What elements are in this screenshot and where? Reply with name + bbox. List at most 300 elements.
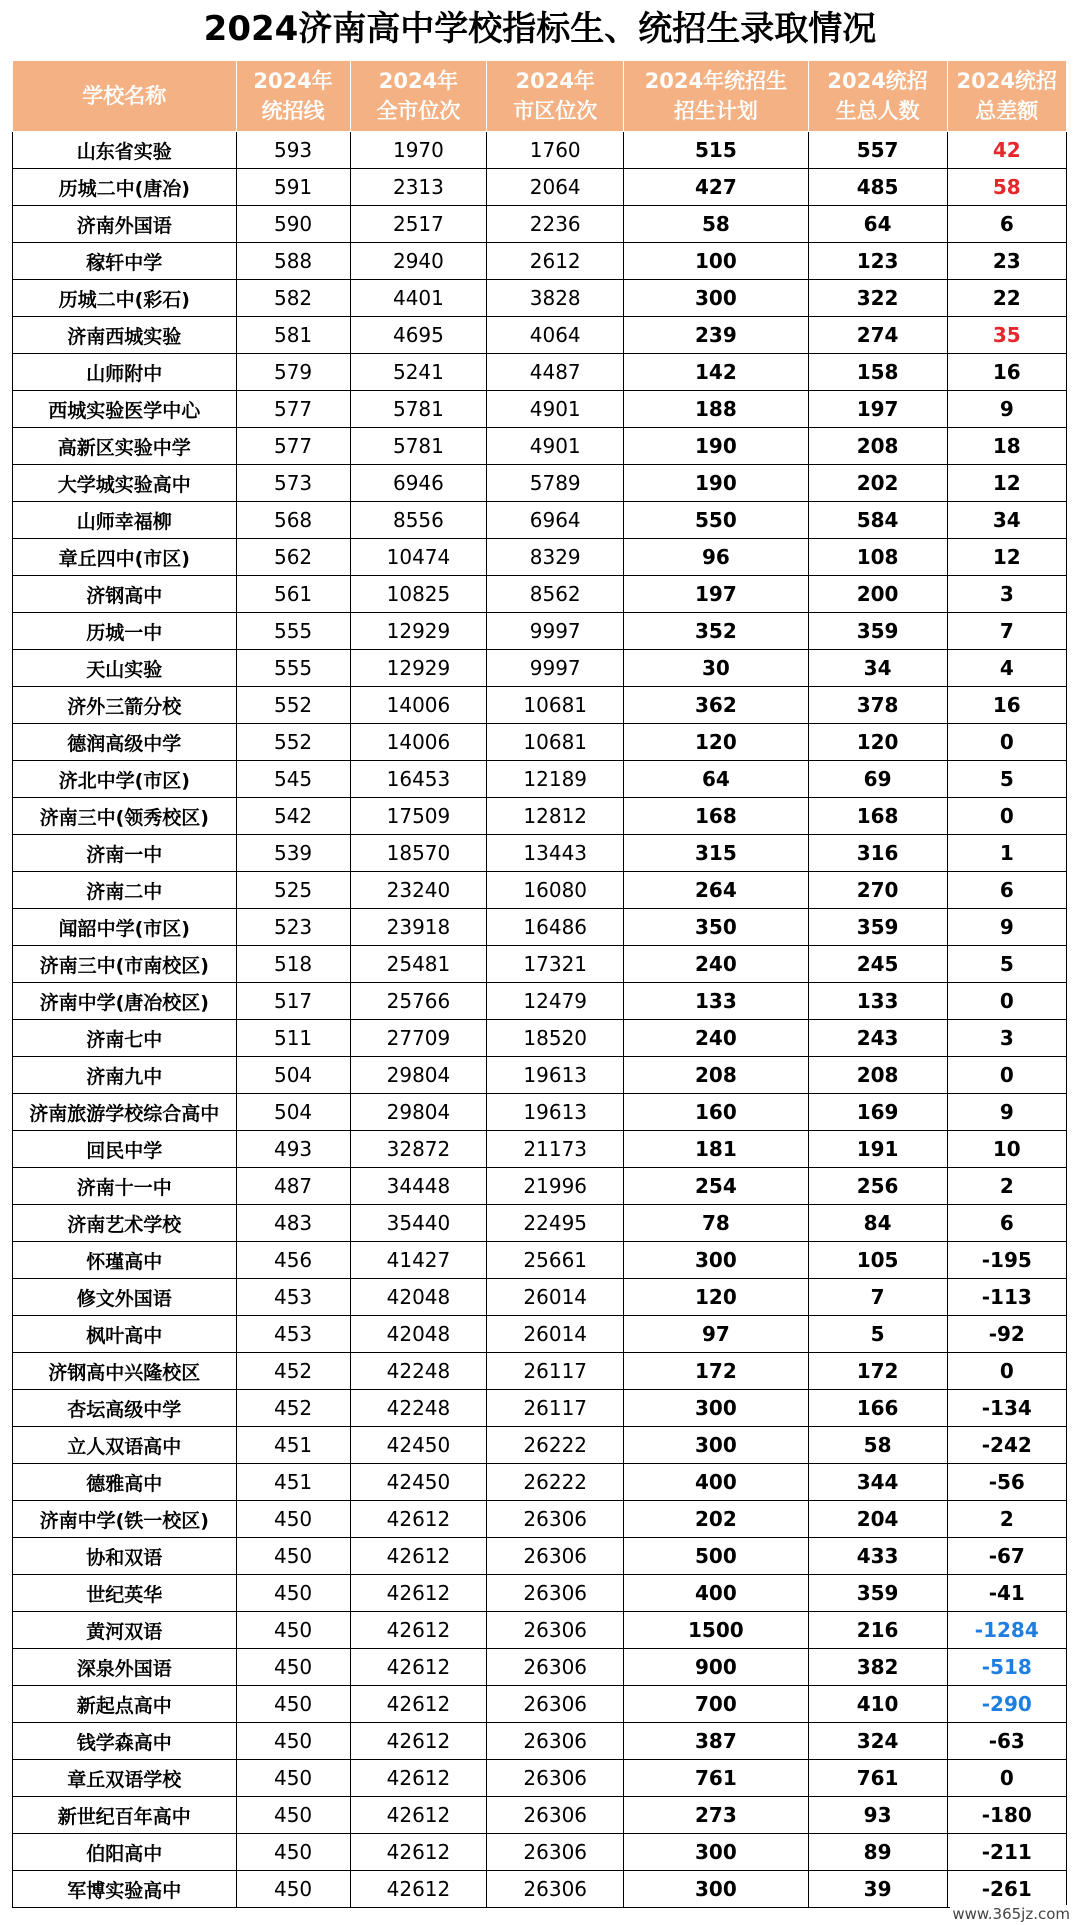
enroll-plan-cell: 315	[624, 835, 809, 872]
district-rank-cell: 26306	[487, 1575, 624, 1612]
total-diff-cell: 1	[947, 835, 1066, 872]
cutoff-score-cell: 450	[236, 1686, 350, 1723]
total-enrolled-cell: 410	[808, 1686, 947, 1723]
enroll-plan-cell: 273	[624, 1797, 809, 1834]
total-enrolled-cell: 123	[808, 243, 947, 280]
total-diff-cell: -134	[947, 1390, 1066, 1427]
total-diff-cell: 23	[947, 243, 1066, 280]
header-text: 市区位次	[513, 99, 598, 123]
school-name-cell: 济钢高中兴隆校区	[13, 1353, 237, 1390]
table-row	[13, 1501, 1067, 1538]
enroll-plan-cell: 500	[624, 1538, 809, 1575]
enroll-plan-cell: 133	[624, 983, 809, 1020]
table-row	[13, 1242, 1067, 1279]
total-diff-cell: 6	[947, 206, 1066, 243]
school-name-cell: 稼轩中学	[13, 243, 237, 280]
cutoff-score-cell: 588	[236, 243, 350, 280]
city-rank-cell: 5781	[350, 428, 487, 465]
cutoff-score-cell: 577	[236, 391, 350, 428]
table-row	[13, 169, 1067, 206]
table-row	[13, 1575, 1067, 1612]
header-text: 统招线	[261, 99, 325, 123]
district-rank-cell: 26014	[487, 1279, 624, 1316]
city-rank-cell: 4695	[350, 317, 487, 354]
enroll-plan-cell: 58	[624, 206, 809, 243]
city-rank-cell: 42248	[350, 1390, 487, 1427]
table-row	[13, 872, 1067, 909]
city-rank-cell: 34448	[350, 1168, 487, 1205]
enroll-plan-cell: 190	[624, 465, 809, 502]
city-rank-cell: 12929	[350, 613, 487, 650]
total-diff-cell: 6	[947, 1205, 1066, 1242]
school-name-cell: 济南西城实验	[13, 317, 237, 354]
cutoff-score-cell: 452	[236, 1390, 350, 1427]
table-row	[13, 1020, 1067, 1057]
city-rank-cell: 6946	[350, 465, 487, 502]
cutoff-score-cell: 552	[236, 687, 350, 724]
table-row	[13, 1834, 1067, 1871]
school-name-cell: 济南七中	[13, 1020, 237, 1057]
enroll-plan-cell: 100	[624, 243, 809, 280]
cutoff-score-cell: 450	[236, 1797, 350, 1834]
district-rank-cell: 12189	[487, 761, 624, 798]
total-diff-cell: -290	[947, 1686, 1066, 1723]
total-enrolled-cell: 344	[808, 1464, 947, 1501]
total-diff-cell: -113	[947, 1279, 1066, 1316]
school-name-cell: 济南一中	[13, 835, 237, 872]
school-name-cell: 山师附中	[13, 354, 237, 391]
enroll-plan-cell: 550	[624, 502, 809, 539]
total-diff-cell: 3	[947, 1020, 1066, 1057]
total-diff-cell: 9	[947, 391, 1066, 428]
col-district-rank-header	[487, 61, 624, 132]
city-rank-cell: 1970	[350, 132, 487, 169]
city-rank-cell: 27709	[350, 1020, 487, 1057]
table-row	[13, 465, 1067, 502]
school-name-cell: 黄河双语	[13, 1612, 237, 1649]
total-enrolled-cell: 84	[808, 1205, 947, 1242]
table-row	[13, 1760, 1067, 1797]
city-rank-cell: 14006	[350, 687, 487, 724]
city-rank-cell: 5781	[350, 391, 487, 428]
enroll-plan-cell: 78	[624, 1205, 809, 1242]
district-rank-cell: 9997	[487, 650, 624, 687]
total-enrolled-cell: 5	[808, 1316, 947, 1353]
city-rank-cell: 14006	[350, 724, 487, 761]
total-diff-cell: -261	[947, 1871, 1066, 1908]
cutoff-score-cell: 517	[236, 983, 350, 1020]
city-rank-cell: 42612	[350, 1686, 487, 1723]
col-enroll-plan-header	[624, 61, 809, 132]
school-name-cell: 世纪英华	[13, 1575, 237, 1612]
cutoff-score-cell: 573	[236, 465, 350, 502]
district-rank-cell: 26306	[487, 1538, 624, 1575]
city-rank-cell: 42612	[350, 1501, 487, 1538]
table-header-row	[13, 61, 1067, 132]
cutoff-score-cell: 452	[236, 1353, 350, 1390]
table-row	[13, 1205, 1067, 1242]
city-rank-cell: 42612	[350, 1538, 487, 1575]
header-text: 学校名称	[82, 84, 167, 108]
city-rank-cell: 42048	[350, 1316, 487, 1353]
cutoff-score-cell: 487	[236, 1168, 350, 1205]
total-enrolled-cell: 105	[808, 1242, 947, 1279]
total-enrolled-cell: 69	[808, 761, 947, 798]
total-enrolled-cell: 204	[808, 1501, 947, 1538]
header-text: 生总人数	[835, 99, 920, 123]
total-enrolled-cell: 168	[808, 798, 947, 835]
enroll-plan-cell: 515	[624, 132, 809, 169]
school-name-cell: 伯阳高中	[13, 1834, 237, 1871]
cutoff-score-cell: 483	[236, 1205, 350, 1242]
total-diff-cell: -180	[947, 1797, 1066, 1834]
enroll-plan-cell: 160	[624, 1094, 809, 1131]
total-diff-cell: -63	[947, 1723, 1066, 1760]
total-diff-cell: 12	[947, 465, 1066, 502]
total-enrolled-cell: 200	[808, 576, 947, 613]
school-name-cell: 济南艺术学校	[13, 1205, 237, 1242]
district-rank-cell: 2236	[487, 206, 624, 243]
table-row	[13, 1649, 1067, 1686]
district-rank-cell: 21173	[487, 1131, 624, 1168]
school-name-cell: 怀瑾高中	[13, 1242, 237, 1279]
total-enrolled-cell: 316	[808, 835, 947, 872]
cutoff-score-cell: 450	[236, 1575, 350, 1612]
enroll-plan-cell: 254	[624, 1168, 809, 1205]
cutoff-score-cell: 582	[236, 280, 350, 317]
city-rank-cell: 42612	[350, 1649, 487, 1686]
enroll-plan-cell: 900	[624, 1649, 809, 1686]
district-rank-cell: 26117	[487, 1390, 624, 1427]
table-row	[13, 1279, 1067, 1316]
cutoff-score-cell: 456	[236, 1242, 350, 1279]
enroll-plan-cell: 300	[624, 1834, 809, 1871]
cutoff-score-cell: 518	[236, 946, 350, 983]
district-rank-cell: 26306	[487, 1723, 624, 1760]
district-rank-cell: 26222	[487, 1464, 624, 1501]
table-row	[13, 983, 1067, 1020]
city-rank-cell: 29804	[350, 1057, 487, 1094]
table-body	[13, 132, 1067, 1908]
city-rank-cell: 42612	[350, 1723, 487, 1760]
district-rank-cell: 25661	[487, 1242, 624, 1279]
total-enrolled-cell: 108	[808, 539, 947, 576]
enroll-plan-cell: 362	[624, 687, 809, 724]
table-row	[13, 1131, 1067, 1168]
total-diff-cell: -56	[947, 1464, 1066, 1501]
watermark-url: www.365jz.com	[952, 1905, 1070, 1923]
table-row	[13, 1168, 1067, 1205]
city-rank-cell: 2517	[350, 206, 487, 243]
cutoff-score-cell: 577	[236, 428, 350, 465]
city-rank-cell: 23918	[350, 909, 487, 946]
cutoff-score-cell: 545	[236, 761, 350, 798]
total-diff-cell: 6	[947, 872, 1066, 909]
enroll-plan-cell: 1500	[624, 1612, 809, 1649]
district-rank-cell: 2612	[487, 243, 624, 280]
school-name-cell: 历城一中	[13, 613, 237, 650]
header-text: 2024年统招生	[644, 69, 788, 93]
table-row	[13, 354, 1067, 391]
enroll-plan-cell: 190	[624, 428, 809, 465]
enroll-plan-cell: 120	[624, 1279, 809, 1316]
total-diff-cell: 5	[947, 946, 1066, 983]
district-rank-cell: 2064	[487, 169, 624, 206]
school-name-cell: 章丘双语学校	[13, 1760, 237, 1797]
enroll-plan-cell: 264	[624, 872, 809, 909]
enroll-plan-cell: 202	[624, 1501, 809, 1538]
cutoff-score-cell: 453	[236, 1316, 350, 1353]
cutoff-score-cell: 504	[236, 1094, 350, 1131]
district-rank-cell: 12812	[487, 798, 624, 835]
enroll-plan-cell: 300	[624, 1871, 809, 1908]
enroll-plan-cell: 300	[624, 1427, 809, 1464]
district-rank-cell: 22495	[487, 1205, 624, 1242]
total-enrolled-cell: 158	[808, 354, 947, 391]
school-name-cell: 深泉外国语	[13, 1649, 237, 1686]
enroll-plan-cell: 350	[624, 909, 809, 946]
cutoff-score-cell: 581	[236, 317, 350, 354]
cutoff-score-cell: 493	[236, 1131, 350, 1168]
total-diff-cell: -518	[947, 1649, 1066, 1686]
cutoff-score-cell: 450	[236, 1834, 350, 1871]
district-rank-cell: 9997	[487, 613, 624, 650]
school-name-cell: 军博实验高中	[13, 1871, 237, 1908]
district-rank-cell: 8562	[487, 576, 624, 613]
city-rank-cell: 12929	[350, 650, 487, 687]
cutoff-score-cell: 568	[236, 502, 350, 539]
table-row	[13, 687, 1067, 724]
table-row	[13, 724, 1067, 761]
school-name-cell: 济南中学(铁一校区)	[13, 1501, 237, 1538]
table-row	[13, 1427, 1067, 1464]
total-enrolled-cell: 64	[808, 206, 947, 243]
enroll-plan-cell: 197	[624, 576, 809, 613]
city-rank-cell: 42048	[350, 1279, 487, 1316]
enroll-plan-cell: 64	[624, 761, 809, 798]
city-rank-cell: 42612	[350, 1575, 487, 1612]
header-text: 全市位次	[376, 99, 461, 123]
school-name-cell: 济外三箭分校	[13, 687, 237, 724]
district-rank-cell: 26306	[487, 1871, 624, 1908]
table-row	[13, 1057, 1067, 1094]
city-rank-cell: 42612	[350, 1797, 487, 1834]
district-rank-cell: 19613	[487, 1057, 624, 1094]
header-text: 招生计划	[673, 99, 758, 123]
enroll-plan-cell: 97	[624, 1316, 809, 1353]
school-name-cell: 立人双语高中	[13, 1427, 237, 1464]
enroll-plan-cell: 208	[624, 1057, 809, 1094]
table-row	[13, 761, 1067, 798]
table-row	[13, 539, 1067, 576]
table-row	[13, 835, 1067, 872]
school-name-cell: 新起点高中	[13, 1686, 237, 1723]
school-name-cell: 济南中学(唐冶校区)	[13, 983, 237, 1020]
city-rank-cell: 25766	[350, 983, 487, 1020]
enroll-plan-cell: 30	[624, 650, 809, 687]
cutoff-score-cell: 590	[236, 206, 350, 243]
total-enrolled-cell: 89	[808, 1834, 947, 1871]
total-enrolled-cell: 256	[808, 1168, 947, 1205]
school-name-cell: 济南九中	[13, 1057, 237, 1094]
table-row	[13, 1797, 1067, 1834]
total-enrolled-cell: 39	[808, 1871, 947, 1908]
school-name-cell: 高新区实验中学	[13, 428, 237, 465]
table-row	[13, 243, 1067, 280]
enroll-plan-cell: 427	[624, 169, 809, 206]
enroll-plan-cell: 168	[624, 798, 809, 835]
total-diff-cell: 7	[947, 613, 1066, 650]
district-rank-cell: 26306	[487, 1797, 624, 1834]
enroll-plan-cell: 387	[624, 1723, 809, 1760]
school-name-cell: 钱学森高中	[13, 1723, 237, 1760]
city-rank-cell: 5241	[350, 354, 487, 391]
total-diff-cell: 16	[947, 687, 1066, 724]
enroll-plan-cell: 400	[624, 1464, 809, 1501]
city-rank-cell: 23240	[350, 872, 487, 909]
total-enrolled-cell: 216	[808, 1612, 947, 1649]
city-rank-cell: 8556	[350, 502, 487, 539]
school-name-cell: 大学城实验高中	[13, 465, 237, 502]
table-row	[13, 1094, 1067, 1131]
total-diff-cell: 2	[947, 1501, 1066, 1538]
table-row	[13, 206, 1067, 243]
district-rank-cell: 16486	[487, 909, 624, 946]
table-row	[13, 650, 1067, 687]
table-row	[13, 317, 1067, 354]
city-rank-cell: 42612	[350, 1760, 487, 1797]
school-name-cell: 西城实验医学中心	[13, 391, 237, 428]
table-row	[13, 909, 1067, 946]
total-diff-cell: -67	[947, 1538, 1066, 1575]
table-row	[13, 576, 1067, 613]
table-row	[13, 1686, 1067, 1723]
city-rank-cell: 2313	[350, 169, 487, 206]
total-diff-cell: 0	[947, 1760, 1066, 1797]
enroll-plan-cell: 240	[624, 1020, 809, 1057]
total-diff-cell: -1284	[947, 1612, 1066, 1649]
city-rank-cell: 42450	[350, 1464, 487, 1501]
cutoff-score-cell: 579	[236, 354, 350, 391]
total-diff-cell: 9	[947, 1094, 1066, 1131]
header-text: 2024年	[515, 69, 595, 93]
header-text: 2024年	[378, 69, 459, 93]
table-row	[13, 1464, 1067, 1501]
total-enrolled-cell: 485	[808, 169, 947, 206]
enroll-plan-cell: 300	[624, 280, 809, 317]
admission-table	[12, 60, 1067, 1908]
table-row	[13, 502, 1067, 539]
district-rank-cell: 5789	[487, 465, 624, 502]
city-rank-cell: 25481	[350, 946, 487, 983]
cutoff-score-cell: 453	[236, 1279, 350, 1316]
district-rank-cell: 6964	[487, 502, 624, 539]
total-enrolled-cell: 208	[808, 428, 947, 465]
school-name-cell: 德雅高中	[13, 1464, 237, 1501]
col-school-name-header	[13, 61, 237, 132]
cutoff-score-cell: 511	[236, 1020, 350, 1057]
city-rank-cell: 18570	[350, 835, 487, 872]
table-row	[13, 428, 1067, 465]
district-rank-cell: 26306	[487, 1760, 624, 1797]
city-rank-cell: 42248	[350, 1353, 487, 1390]
district-rank-cell: 17321	[487, 946, 624, 983]
district-rank-cell: 18520	[487, 1020, 624, 1057]
school-name-cell: 济南三中(市南校区)	[13, 946, 237, 983]
cutoff-score-cell: 451	[236, 1427, 350, 1464]
enroll-plan-cell: 300	[624, 1242, 809, 1279]
header-text: 2024统招	[827, 69, 928, 93]
school-name-cell: 闻韶中学(市区)	[13, 909, 237, 946]
total-diff-cell: 0	[947, 983, 1066, 1020]
cutoff-score-cell: 591	[236, 169, 350, 206]
total-enrolled-cell: 322	[808, 280, 947, 317]
header-text: 2024统招	[956, 69, 1057, 93]
total-enrolled-cell: 197	[808, 391, 947, 428]
total-enrolled-cell: 169	[808, 1094, 947, 1131]
col-cutoff-score-header	[236, 61, 350, 132]
school-name-cell: 济钢高中	[13, 576, 237, 613]
total-diff-cell: 0	[947, 1353, 1066, 1390]
table-row	[13, 613, 1067, 650]
header-text: 总差额	[975, 99, 1039, 123]
school-name-cell: 天山实验	[13, 650, 237, 687]
total-enrolled-cell: 58	[808, 1427, 947, 1464]
total-enrolled-cell: 359	[808, 1575, 947, 1612]
total-enrolled-cell: 93	[808, 1797, 947, 1834]
total-enrolled-cell: 382	[808, 1649, 947, 1686]
total-enrolled-cell: 120	[808, 724, 947, 761]
cutoff-score-cell: 450	[236, 1649, 350, 1686]
cutoff-score-cell: 562	[236, 539, 350, 576]
district-rank-cell: 3828	[487, 280, 624, 317]
cutoff-score-cell: 539	[236, 835, 350, 872]
district-rank-cell: 16080	[487, 872, 624, 909]
total-enrolled-cell: 761	[808, 1760, 947, 1797]
cutoff-score-cell: 555	[236, 650, 350, 687]
school-name-cell: 济北中学(市区)	[13, 761, 237, 798]
enroll-plan-cell: 96	[624, 539, 809, 576]
table-row	[13, 1353, 1067, 1390]
cutoff-score-cell: 450	[236, 1612, 350, 1649]
enroll-plan-cell: 142	[624, 354, 809, 391]
city-rank-cell: 29804	[350, 1094, 487, 1131]
school-name-cell: 德润高级中学	[13, 724, 237, 761]
table-row	[13, 1871, 1067, 1908]
school-name-cell: 章丘四中(市区)	[13, 539, 237, 576]
city-rank-cell: 42612	[350, 1871, 487, 1908]
enroll-plan-cell: 120	[624, 724, 809, 761]
district-rank-cell: 26306	[487, 1501, 624, 1538]
total-enrolled-cell: 243	[808, 1020, 947, 1057]
enroll-plan-cell: 188	[624, 391, 809, 428]
cutoff-score-cell: 450	[236, 1723, 350, 1760]
district-rank-cell: 26306	[487, 1834, 624, 1871]
col-city-rank-header	[350, 61, 487, 132]
district-rank-cell: 8329	[487, 539, 624, 576]
col-total-enrolled-header	[808, 61, 947, 132]
district-rank-cell: 4064	[487, 317, 624, 354]
table-row	[13, 946, 1067, 983]
district-rank-cell: 26306	[487, 1686, 624, 1723]
total-enrolled-cell: 359	[808, 613, 947, 650]
total-enrolled-cell: 245	[808, 946, 947, 983]
district-rank-cell: 13443	[487, 835, 624, 872]
total-diff-cell: 3	[947, 576, 1066, 613]
city-rank-cell: 10825	[350, 576, 487, 613]
total-diff-cell: -195	[947, 1242, 1066, 1279]
total-enrolled-cell: 7	[808, 1279, 947, 1316]
